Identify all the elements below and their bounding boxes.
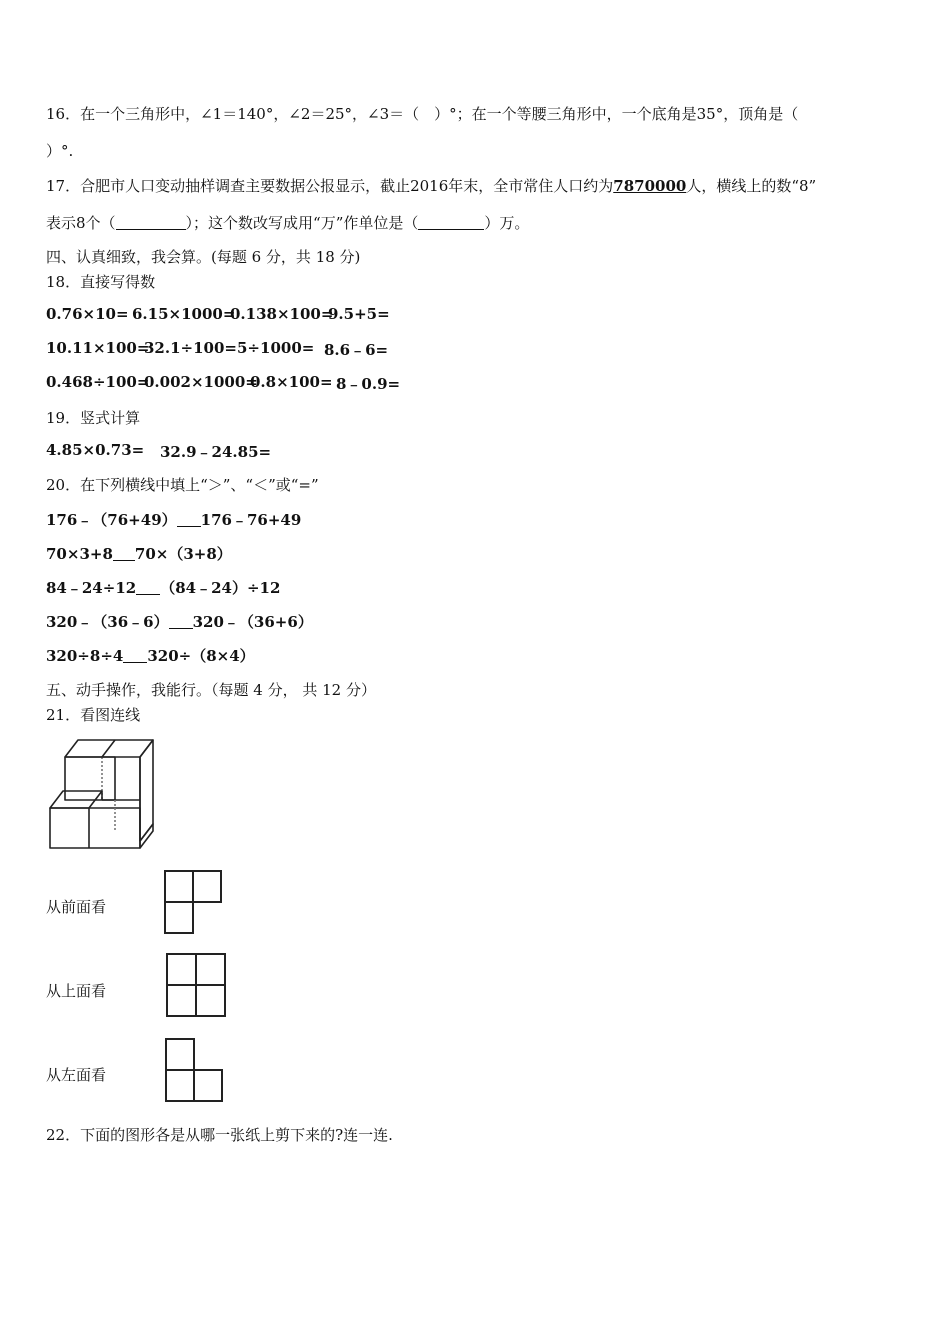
q17-number: 7870000 — [613, 177, 687, 195]
view-label-top: 从上面看 — [46, 982, 107, 1000]
section4-heading: 四、认真细致，我会算。(每题 6 分，共 18 分) — [46, 248, 361, 266]
q20-right: 320÷（8×4） — [147, 647, 255, 665]
q16-line1: 16．在一个三角形中，∠1＝140°，∠2＝25°，∠3＝（ ）°；在一个等腰三角形中，一个底角是35°，顶角是（ — [46, 105, 799, 123]
q20-right: 320﹣（36+6） — [192, 613, 313, 631]
q18-item: 10.11×100= — [46, 339, 150, 357]
q19-title: 19．竖式计算 — [46, 409, 141, 427]
q17-text-2a: 表示8个（ — [46, 214, 116, 232]
q18-item: 0.8×100= — [250, 373, 333, 391]
q18-item: 32.1÷100= — [144, 339, 237, 357]
q20-right: （84﹣24）÷12 — [160, 579, 281, 597]
q18-item: 0.138×100= — [230, 305, 334, 323]
q20-left: 320﹣（36﹣6） — [46, 613, 169, 631]
q20-left: 84﹣24÷12 — [46, 579, 137, 597]
q20-right: 176﹣76+49 — [200, 511, 302, 529]
top-view-shape[interactable] — [165, 952, 227, 1018]
q20-blank[interactable] — [169, 614, 193, 629]
q18-item: 0.76×10= — [46, 305, 129, 323]
section5-heading: 五、动手操作，我能行。（每题 4 分， 共 12 分） — [46, 681, 376, 699]
q22-title: 22．下面的图形各是从哪一张纸上剪下来的?连一连. — [46, 1126, 393, 1144]
q20-left: 320÷8÷4 — [46, 647, 124, 665]
q20-row — [46, 543, 232, 564]
q18-item: 9.5+5= — [328, 305, 390, 323]
q20-right: 70×（3+8） — [134, 545, 232, 563]
q20-row — [46, 577, 280, 598]
q17-line1 — [46, 175, 816, 196]
q18-item: 5÷1000= — [237, 339, 315, 357]
q20-blank[interactable] — [136, 580, 160, 595]
q20-row — [46, 645, 255, 666]
q18-item: 8﹣0.9= — [336, 375, 401, 393]
q17-line2 — [46, 212, 529, 233]
cube-figure — [45, 736, 160, 856]
q17-blank-2[interactable] — [418, 215, 484, 230]
q17-blank-1[interactable] — [116, 215, 186, 230]
q20-left: 70×3+8 — [46, 545, 113, 563]
q17-text-part1: 17．合肥市人口变动抽样调查主要数据公报显示，截止2016年末，全市常住人口约为 — [46, 177, 614, 195]
q20-row — [46, 509, 301, 530]
q18-item: 0.468÷100= — [46, 373, 150, 391]
q20-title: 20．在下列横线中填上“＞”、“＜”或“=” — [46, 476, 319, 494]
q16-line2: ）°. — [46, 142, 74, 160]
q18-item: 6.15×1000= — [132, 305, 236, 323]
view-label-front: 从前面看 — [46, 898, 107, 916]
q21-title: 21．看图连线 — [46, 706, 141, 724]
q18-title: 18．直接写得数 — [46, 273, 156, 291]
q17-text-part2: 人，横线上的数“8” — [686, 177, 817, 195]
q17-text-2c: ）万。 — [484, 214, 530, 232]
q20-row — [46, 611, 313, 632]
q20-blank[interactable] — [177, 512, 201, 527]
q19-item: 4.85×0.73= — [46, 441, 145, 459]
q20-left: 176﹣（76+49） — [46, 511, 177, 529]
front-view-shape[interactable] — [163, 869, 225, 935]
q18-item: 8.6﹣6= — [324, 341, 389, 359]
left-view-shape[interactable] — [164, 1037, 226, 1103]
view-label-left: 从左面看 — [46, 1066, 107, 1084]
q18-item: 0.002×1000= — [144, 373, 258, 391]
q17-text-2b: ）；这个数改写成用“万”作单位是（ — [185, 214, 419, 232]
q20-blank[interactable] — [123, 648, 147, 663]
q19-item: 32.9﹣24.85= — [160, 443, 272, 461]
q20-blank[interactable] — [113, 546, 135, 561]
